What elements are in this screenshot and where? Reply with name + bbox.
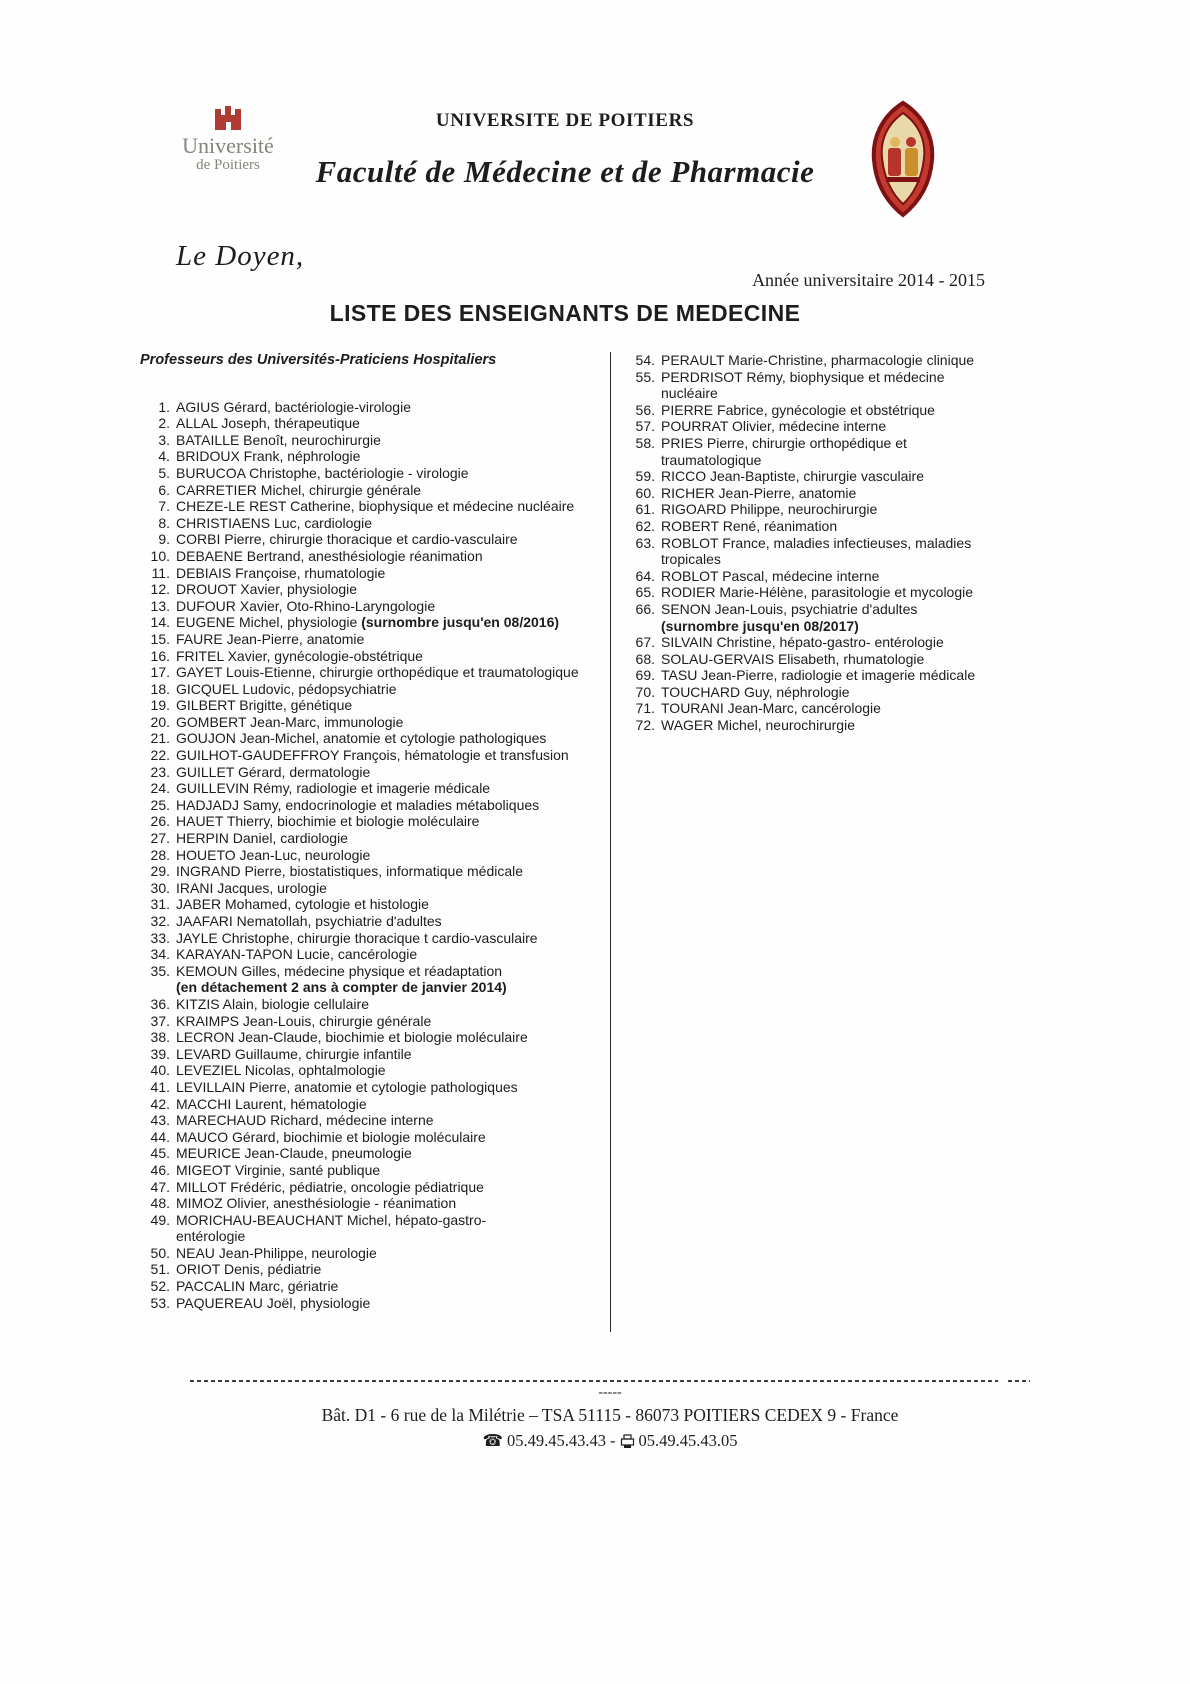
entry-text: IRANI Jacques, urologie [176, 879, 327, 896]
teacher-entry [625, 535, 990, 568]
dean-signature: Le Doyen, [176, 240, 305, 272]
entry-number: 21. [150, 730, 170, 747]
entry-text: RIGOARD Philippe, neurochirurgie [661, 501, 878, 518]
entry-text: MIGEOT Virginie, santé publique [176, 1161, 381, 1178]
entry-text: LEVEZIEL Nicolas, ophtalmologie [176, 1062, 386, 1079]
teacher-entry [625, 485, 990, 502]
entry-text: DEBIAIS Françoise, rhumatologie [176, 564, 386, 581]
teacher-entry [140, 1179, 610, 1196]
entry-number: 63. [635, 534, 655, 551]
teacher-entry [140, 681, 610, 698]
entry-text: LECRON Jean-Claude, biochimie et biologie moléculaire [176, 1029, 528, 1046]
teacher-entry [140, 714, 610, 731]
teacher-entry [140, 1013, 610, 1030]
entry-number: 64. [635, 567, 655, 584]
phone-icon: ☎ [482, 1431, 504, 1450]
entry-text: SENON Jean-Louis, psychiatrie d'adultes (surnombre jusqu'en 08/2017) [661, 600, 918, 634]
entry-text: MIMOZ Olivier, anesthésiologie - réanimation [176, 1195, 457, 1212]
entry-number: 71. [635, 700, 655, 717]
teacher-entry [625, 352, 990, 369]
teacher-entry [625, 634, 990, 651]
entry-text: RODIER Marie-Hélène, parasitologie et mycologie [661, 584, 974, 601]
teacher-entry [140, 730, 610, 747]
entry-number: 58. [635, 434, 655, 451]
entry-text: GILBERT Brigitte, génétique [176, 697, 353, 714]
contact-separator: - [610, 1431, 616, 1450]
entry-text: PAQUEREAU Joël, physiologie [176, 1294, 371, 1311]
entry-text: HAUET Thierry, biochimie et biologie moléculaire [176, 813, 480, 830]
entry-text: HADJADJ Samy, endocrinologie et maladies métaboliques [176, 796, 540, 813]
teacher-entry [140, 1062, 610, 1079]
entry-text: ALLAL Joseph, thérapeutique [176, 415, 360, 432]
teacher-entry [140, 399, 610, 416]
teacher-entry [140, 1278, 610, 1295]
entry-number: 24. [150, 780, 170, 797]
entry-text: WAGER Michel, neurochirurgie [661, 717, 855, 734]
entry-number: 59. [635, 468, 655, 485]
entry-text: FAURE Jean-Pierre, anatomie [176, 630, 365, 647]
entry-number: 51. [150, 1261, 170, 1278]
entry-number: 66. [635, 600, 655, 617]
teacher-entry [625, 601, 990, 634]
teacher-entry [140, 747, 610, 764]
section-heading: Professeurs des Universités-Praticiens Hospitaliers [140, 352, 497, 368]
fax-icon [620, 1434, 635, 1449]
entry-text: ROBLOT France, maladies infectieuses, maladies tropicales [661, 534, 972, 568]
entry-number: 67. [635, 634, 655, 651]
university-name: UNIVERSITE DE POITIERS [435, 110, 695, 131]
entry-number: 44. [150, 1128, 170, 1145]
entry-number: 8. [158, 514, 170, 531]
teacher-entry [625, 418, 990, 435]
teacher-entry [625, 667, 990, 684]
teacher-entry [140, 1029, 610, 1046]
entry-number: 13. [150, 597, 170, 614]
teacher-entry [625, 684, 990, 701]
entry-text: JAYLE Christophe, chirurgie thoracique t cardio-vasculaire [176, 929, 538, 946]
entry-number: 46. [150, 1161, 170, 1178]
logo-text-line1: Université [182, 133, 274, 158]
teacher-entry [140, 1212, 610, 1245]
entry-text: MACCHI Laurent, hématologie [176, 1095, 367, 1112]
entry-number: 33. [150, 929, 170, 946]
entry-number: 61. [635, 501, 655, 518]
entry-text: DEBAENE Bertrand, anesthésiologie réanimation [176, 547, 483, 564]
entry-text: GOMBERT Jean-Marc, immunologie [176, 713, 404, 730]
entry-number: 4. [158, 448, 170, 465]
entry-number: 36. [150, 995, 170, 1012]
entry-number: 50. [150, 1244, 170, 1261]
entry-text: CHRISTIAENS Luc, cardiologie [176, 514, 373, 531]
entry-text: JAAFARI Nematollah, psychiatrie d'adultes [176, 913, 442, 929]
entry-number: 57. [635, 418, 655, 435]
entry-text: MORICHAU-BEAUCHANT Michel, hépato-gastro- entérologie [176, 1211, 487, 1245]
teacher-entry [140, 1046, 610, 1063]
entry-text: MILLOT Frédéric, pédiatrie, oncologie pédiatrique [176, 1178, 484, 1195]
entry-number: 12. [150, 581, 170, 598]
entry-number: 16. [150, 647, 170, 664]
teacher-entry [140, 515, 610, 532]
teacher-entry [625, 468, 990, 485]
teacher-entry [140, 797, 610, 814]
teacher-entry [140, 1245, 610, 1262]
entry-number: 22. [150, 747, 170, 764]
entry-number: 53. [150, 1294, 170, 1311]
teacher-entry [140, 847, 610, 864]
teacher-entry [625, 651, 990, 668]
teacher-entry [140, 531, 610, 548]
faculty-seal-icon [866, 100, 940, 218]
header-center [140, 110, 990, 190]
dashed-rule-long [190, 1380, 998, 1382]
entry-number: 69. [635, 667, 655, 684]
teacher-entry [140, 930, 610, 947]
entry-text: PRIES Pierre, chirurgie orthopédique et traumatologique [661, 434, 907, 468]
entry-number: 27. [150, 830, 170, 847]
teacher-entry [140, 565, 610, 582]
entry-text: LEVARD Guillaume, chirurgie infantile [176, 1045, 412, 1062]
entry-number: 41. [150, 1078, 170, 1095]
entry-text: MAUCO Gérard, biochimie et biologie moléculaire [176, 1128, 486, 1145]
logo-text-line2: de Poitiers [196, 157, 260, 173]
teacher-entry [140, 780, 610, 797]
entry-text: KEMOUN Gilles, médecine physique et réadaptation (en détachement 2 ans à compter de janvier 2014) [176, 962, 507, 996]
entry-number: 32. [150, 913, 170, 929]
entry-number: 18. [150, 680, 170, 697]
entry-text: CARRETIER Michel, chirurgie générale [176, 481, 422, 498]
teacher-entry [140, 1145, 610, 1162]
entry-number: 5. [158, 464, 170, 481]
entry-text: SILVAIN Christine, hépato-gastro- entérologie [661, 634, 944, 651]
entry-number: 45. [150, 1145, 170, 1162]
footer-contact-line [160, 1431, 1060, 1451]
dashed-rule [190, 1380, 1030, 1382]
entry-text: EUGENE Michel, physiologie (surnombre jusqu'en 08/2016) [176, 614, 560, 631]
teacher-entry [625, 568, 990, 585]
teacher-entry [140, 1261, 610, 1278]
entry-text: FRITEL Xavier, gynécologie-obstétrique [176, 647, 423, 664]
entry-number: 49. [150, 1211, 170, 1228]
teacher-entry [140, 448, 610, 465]
entry-text: RICCO Jean-Baptiste, chirurgie vasculaire [661, 468, 924, 485]
teacher-entry [140, 498, 610, 515]
entry-text: PACCALIN Marc, gériatrie [176, 1278, 339, 1295]
faculty-seal [866, 100, 940, 223]
entry-number: 65. [635, 584, 655, 601]
entry-number: 55. [635, 368, 655, 385]
teacher-list-left [140, 399, 610, 1312]
entry-text: AGIUS Gérard, bactériologie-virologie [176, 398, 411, 415]
entry-text: GUILLET Gérard, dermatologie [176, 763, 371, 780]
academic-year: Année universitaire 2014 - 2015 [752, 270, 985, 290]
teacher-entry [140, 1195, 610, 1212]
entry-text: SOLAU-GERVAIS Elisabeth, rhumatologie [661, 650, 925, 667]
entry-number: 28. [150, 846, 170, 863]
entry-text: DUFOUR Xavier, Oto-Rhino-Laryngologie [176, 597, 436, 614]
entry-text: POURRAT Olivier, médecine interne [661, 418, 887, 435]
entry-number: 54. [635, 352, 655, 368]
teacher-entry [140, 813, 610, 830]
entry-number: 15. [150, 630, 170, 647]
teacher-entry [140, 415, 610, 432]
entry-number: 48. [150, 1195, 170, 1212]
teacher-list-right [625, 352, 990, 734]
fax-number: 05.49.45.43.05 [638, 1431, 738, 1450]
teacher-entry [625, 435, 990, 468]
entry-number: 7. [158, 498, 170, 515]
teacher-entry [140, 432, 610, 449]
entry-number: 19. [150, 697, 170, 714]
entry-text: GUILLEVIN Rémy, radiologie et imagerie médicale [176, 780, 491, 797]
entry-number: 52. [150, 1278, 170, 1295]
teacher-entry [140, 614, 610, 631]
teacher-entry [140, 830, 610, 847]
entry-text: NEAU Jean-Philippe, neurologie [176, 1244, 377, 1261]
entry-number: 60. [635, 484, 655, 501]
entry-text: TOUCHARD Guy, néphrologie [661, 683, 850, 700]
faculty-name: Faculté de Médecine et de Pharmacie [315, 154, 815, 189]
entry-number: 11. [151, 564, 170, 581]
teacher-entry [140, 581, 610, 598]
teacher-list [140, 352, 990, 1332]
entry-number: 40. [150, 1062, 170, 1079]
teacher-entry [140, 548, 610, 565]
entry-text: PERDRISOT Rémy, biophysique et médecine nucléaire [661, 368, 945, 402]
teacher-entry [140, 764, 610, 781]
teacher-entry [140, 1129, 610, 1146]
teacher-entry [625, 700, 990, 717]
entry-text: INGRAND Pierre, biostatistiques, informatique médicale [176, 863, 524, 880]
teacher-entry [140, 896, 610, 913]
entry-text: RICHER Jean-Pierre, anatomie [661, 484, 857, 501]
entry-number: 56. [635, 401, 655, 418]
entry-text: KARAYAN-TAPON Lucie, cancérologie [176, 946, 418, 963]
entry-number: 68. [635, 650, 655, 667]
entry-number: 47. [150, 1178, 170, 1195]
footer [160, 1380, 1060, 1451]
entry-text: ORIOT Denis, pédiatrie [176, 1261, 322, 1278]
phone-number: 05.49.45.43.43 [507, 1431, 607, 1450]
entry-number: 39. [150, 1045, 170, 1062]
teacher-entry [140, 1079, 610, 1096]
entry-text: PIERRE Fabrice, gynécologie et obstétrique [661, 401, 935, 418]
footer-address: Bât. D1 - 6 rue de la Milétrie – TSA 51115 - 86073 POITIERS CEDEX 9 - France [321, 1405, 899, 1425]
entry-number: 72. [635, 717, 655, 734]
entry-text: BURUCOA Christophe, bactériologie - virologie [176, 464, 469, 481]
entry-number: 34. [150, 946, 170, 963]
teacher-entry [140, 963, 610, 996]
entry-number: 29. [150, 863, 170, 880]
entry-number: 26. [150, 813, 170, 830]
entry-number: 43. [150, 1112, 170, 1129]
entry-number: 2. [158, 415, 170, 432]
entry-text: MEURICE Jean-Claude, pneumologie [176, 1145, 412, 1162]
teacher-entry [140, 631, 610, 648]
entry-number: 6. [158, 481, 170, 498]
entry-text: CORBI Pierre, chirurgie thoracique et cardio-vasculaire [176, 531, 518, 548]
teacher-entry [140, 1096, 610, 1113]
dashed-rule-short [1008, 1380, 1030, 1382]
teacher-entry [625, 717, 990, 734]
entry-number: 31. [150, 896, 170, 913]
entry-number: 1. [158, 398, 170, 415]
entry-text: JABER Mohamed, cytologie et histologie [176, 896, 429, 913]
page-title: LISTE DES ENSEIGNANTS DE MEDECINE [329, 300, 801, 326]
entry-text: TASU Jean-Pierre, radiologie et imagerie médicale [661, 667, 976, 684]
entry-text: ROBLOT Pascal, médecine interne [661, 567, 880, 584]
entry-number: 25. [150, 796, 170, 813]
entry-number: 30. [150, 879, 170, 896]
teacher-entry [140, 1295, 610, 1312]
teacher-entry [140, 946, 610, 963]
teacher-entry [625, 369, 990, 402]
entry-number: 9. [158, 531, 170, 548]
entry-number: 3. [158, 431, 170, 448]
entry-number: 10. [150, 547, 170, 564]
entry-text: HOUETO Jean-Luc, neurologie [176, 846, 371, 863]
entry-number: 62. [635, 517, 655, 534]
entry-number: 38. [150, 1029, 170, 1046]
entry-text: CHEZE-LE REST Catherine, biophysique et médecine nucléaire [176, 498, 575, 515]
teacher-entry [140, 1162, 610, 1179]
entry-text: PERAULT Marie-Christine, pharmacologie clinique [661, 352, 975, 368]
teacher-entry [140, 863, 610, 880]
entry-text: BRIDOUX Frank, néphrologie [176, 448, 361, 465]
teacher-entry [140, 913, 610, 930]
teacher-entry [140, 465, 610, 482]
entry-number: 42. [150, 1095, 170, 1112]
entry-text: ROBERT René, réanimation [661, 517, 838, 534]
entry-text: HERPIN Daniel, cardiologie [176, 830, 348, 847]
entry-number: 70. [635, 683, 655, 700]
entry-text: DROUOT Xavier, physiologie [176, 581, 358, 598]
teacher-entry [140, 598, 610, 615]
teacher-entry [140, 648, 610, 665]
entry-text: MARECHAUD Richard, médecine interne [176, 1112, 434, 1129]
entry-text: TOURANI Jean-Marc, cancérologie [661, 700, 881, 717]
entry-number: 37. [150, 1012, 170, 1029]
teacher-entry [140, 482, 610, 499]
entry-number: 20. [150, 713, 170, 730]
entry-text: LEVILLAIN Pierre, anatomie et cytologie pathologiques [176, 1078, 518, 1095]
entry-number: 14. [150, 614, 170, 631]
teacher-entry [625, 584, 990, 601]
entry-number: 35. [150, 962, 170, 979]
entry-text: KRAIMPS Jean-Louis, chirurgie générale [176, 1012, 432, 1029]
entry-text: GOUJON Jean-Michel, anatomie et cytologie pathologiques [176, 730, 547, 747]
teacher-list-right-column [611, 352, 990, 1332]
entry-text: GAYET Louis-Etienne, chirurgie orthopédique et traumatologique [176, 664, 579, 681]
teacher-entry [140, 664, 610, 681]
entry-number: 23. [150, 763, 170, 780]
entry-number: 17. [150, 664, 170, 681]
entry-text: GICQUEL Ludovic, pédopsychiatrie [176, 680, 397, 697]
entry-text: GUILHOT-GAUDEFFROY François, hématologie et transfusion [176, 747, 569, 764]
teacher-entry [140, 697, 610, 714]
teacher-entry [625, 518, 990, 535]
teacher-entry [140, 996, 610, 1013]
teacher-entry [140, 880, 610, 897]
footer-small-dashes: ----- [598, 1385, 622, 1400]
entry-text: KITZIS Alain, biologie cellulaire [176, 995, 369, 1012]
teacher-entry [140, 1112, 610, 1129]
teacher-entry [625, 402, 990, 419]
entry-text: BATAILLE Benoît, neurochirurgie [176, 431, 381, 448]
teacher-entry [625, 501, 990, 518]
teacher-list-left-column [140, 352, 610, 1332]
